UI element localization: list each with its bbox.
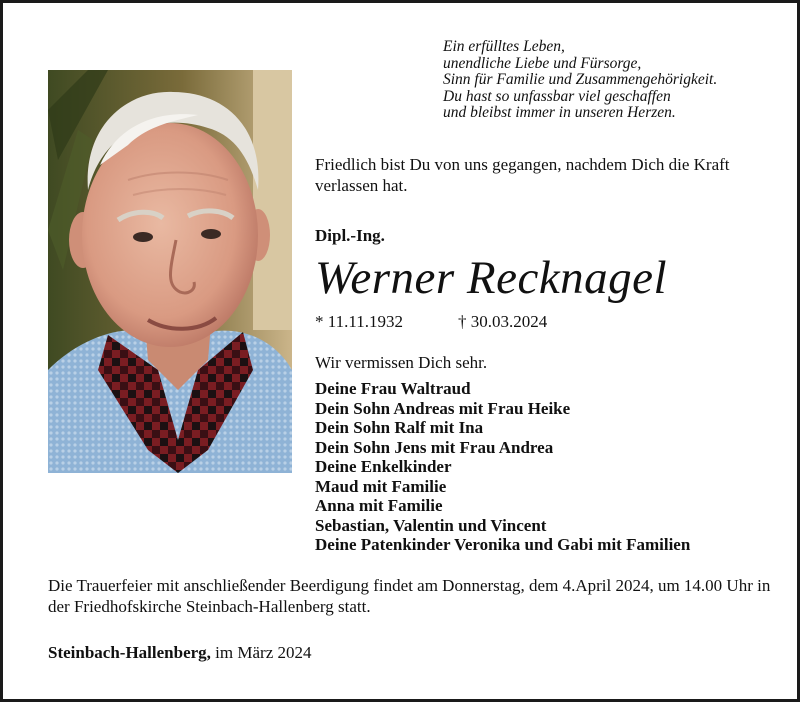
place-town: Steinbach-Hallenberg,: [48, 643, 211, 662]
family-member: Deine Patenkinder Veronika und Gabi mit Familien: [315, 535, 691, 554]
ceremony-text: Die Trauerfeier mit anschließender Beerdigung findet am Donnerstag, dem 4.April 2024, um 14.00 Uhr in der Friedhofskirche Steinbach-Hallenberg statt.: [48, 576, 771, 616]
academic-title: Dipl.-Ing.: [315, 226, 385, 245]
miss-line: Wir vermissen Dich sehr.: [315, 353, 488, 372]
family-member: Deine Enkelkinder: [315, 457, 452, 476]
family-list: [315, 379, 775, 555]
family-member: Dein Sohn Jens mit Frau Andrea: [315, 437, 554, 457]
birth-date: * 11.11.1932: [315, 312, 403, 331]
family-member: Anna mit Familie: [315, 496, 443, 515]
family-member: Dein Sohn Ralf mit Ina: [315, 418, 484, 437]
family-member: Deine Frau Waltraud: [315, 379, 471, 398]
portrait-photo: [48, 70, 292, 473]
family-member: Sebastian, Valentin und Vincent: [315, 515, 547, 535]
poem-line: Ein erfülltes Leben,: [443, 38, 565, 55]
death-date: † 30.03.2024: [458, 312, 548, 331]
portrait-illustration: [48, 70, 292, 473]
poem-line: und bleibst immer in unseren Herzen.: [443, 104, 676, 121]
family-member: Dein Sohn Andreas mit Frau Heike: [315, 398, 571, 418]
life-dates: [315, 312, 548, 332]
family-member: Maud mit Familie: [315, 476, 447, 496]
poem-line: unendliche Liebe und Fürsorge,: [443, 54, 642, 72]
place-date-line: [48, 643, 312, 663]
intro-text: Friedlich bist Du von uns gegangen, nachdem Dich die Kraft verlassen hat.: [315, 155, 730, 195]
poem-line: Du hast so unfassbar viel geschaffen: [443, 87, 671, 105]
poem-line: Sinn für Familie und Zusammengehörigkeit.: [443, 71, 718, 88]
place-date: im März 2024: [215, 643, 312, 662]
deceased-name: Werner Recknagel: [315, 252, 668, 304]
poem: [443, 39, 783, 122]
